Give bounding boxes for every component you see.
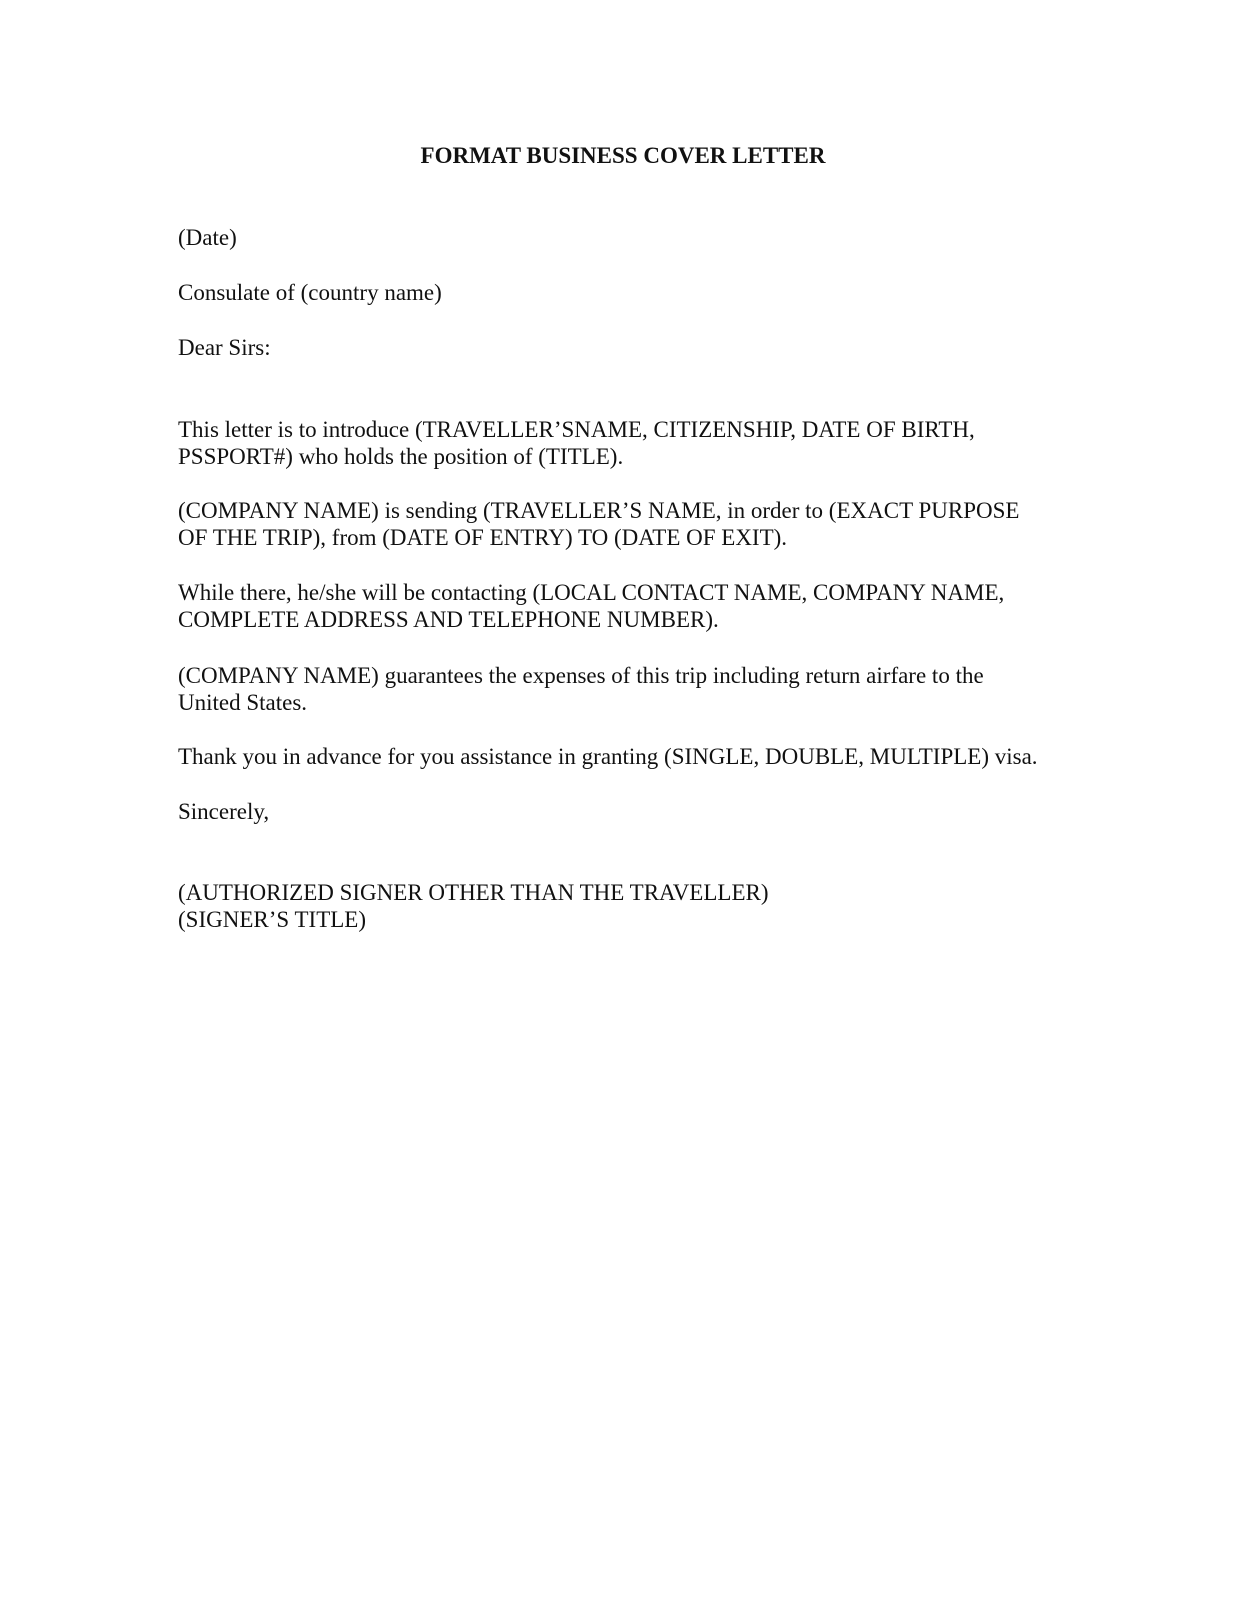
paragraph-line: (COMPANY NAME) guarantees the expenses of this trip including return airfare to the (178, 663, 984, 688)
paragraph-line: (COMPANY NAME) is sending (TRAVELLER’S NAME, in order to (EXACT PURPOSE (178, 498, 1020, 523)
salutation: Dear Sirs: (178, 335, 271, 360)
paragraph-line: PSSPORT#) who holds the position of (TITLE). (178, 444, 624, 469)
paragraph-purpose (178, 497, 1078, 551)
paragraph-guarantee (178, 662, 1078, 716)
paragraph-line: This letter is to introduce (TRAVELLER’SNAME, CITIZENSHIP, DATE OF BIRTH, (178, 417, 975, 442)
date-line: (Date) (178, 225, 237, 250)
paragraph-line: COMPLETE ADDRESS AND TELEPHONE NUMBER). (178, 607, 719, 632)
document-title: FORMAT BUSINESS COVER LETTER (420, 143, 826, 168)
closing: Sincerely, (178, 799, 270, 824)
paragraph-thanks (178, 743, 1078, 770)
paragraph-line: United States. (178, 690, 308, 715)
paragraph-local-contact (178, 579, 1078, 633)
paragraph-line: OF THE TRIP), from (DATE OF ENTRY) TO (DATE OF EXIT). (178, 525, 788, 550)
paragraph-line: While there, he/she will be contacting (LOCAL CONTACT NAME, COMPANY NAME, (178, 580, 1005, 605)
paragraph-introduction (178, 416, 1078, 470)
recipient-line: Consulate of (country name) (178, 280, 442, 305)
paragraph-line: Thank you in advance for you assistance in granting (SINGLE, DOUBLE, MULTIPLE) visa. (178, 744, 1038, 769)
signature-block (178, 879, 1078, 933)
signer-title: (SIGNER’S TITLE) (178, 907, 367, 932)
signer-name: (AUTHORIZED SIGNER OTHER THAN THE TRAVELLER) (178, 880, 769, 905)
